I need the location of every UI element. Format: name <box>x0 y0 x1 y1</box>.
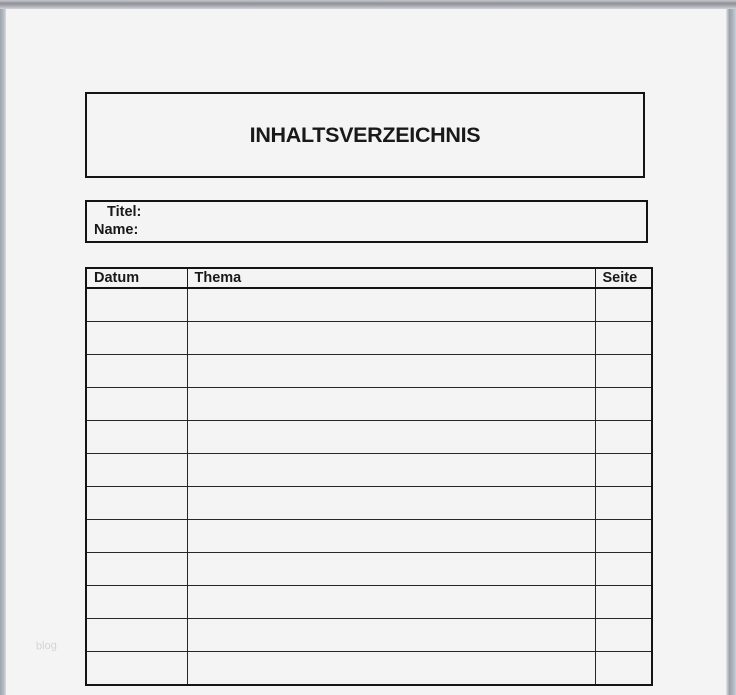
table-cell <box>86 487 187 520</box>
table-cell <box>187 454 595 487</box>
window-right-edge <box>726 9 736 695</box>
table-cell <box>595 355 652 388</box>
table-cell <box>187 619 595 652</box>
table-row <box>86 487 652 520</box>
table-row <box>86 454 652 487</box>
table-row <box>86 355 652 388</box>
table-cell <box>86 454 187 487</box>
table-cell <box>86 355 187 388</box>
table-cell <box>595 619 652 652</box>
table-cell <box>187 652 595 686</box>
column-header-thema: Thema <box>187 268 595 288</box>
table-cell <box>187 487 595 520</box>
table-row <box>86 288 652 322</box>
toc-table <box>85 267 653 686</box>
page-title: INHALTSVERZEICHNIS <box>249 122 481 147</box>
table-cell <box>595 322 652 355</box>
table-cell <box>595 487 652 520</box>
table-cell <box>595 421 652 454</box>
table-cell <box>86 388 187 421</box>
table-cell <box>187 520 595 553</box>
table-row <box>86 619 652 652</box>
table-cell <box>595 454 652 487</box>
table-cell <box>595 553 652 586</box>
table-cell <box>187 553 595 586</box>
table-cell <box>595 288 652 322</box>
table-cell <box>86 553 187 586</box>
document-title-box <box>85 92 645 178</box>
table-cell <box>86 652 187 686</box>
table-cell <box>86 288 187 322</box>
table-cell <box>86 586 187 619</box>
table-cell <box>86 322 187 355</box>
column-header-seite: Seite <box>595 268 652 288</box>
table-cell <box>86 421 187 454</box>
name-line <box>87 222 646 240</box>
table-cell <box>595 652 652 686</box>
table-row <box>86 553 652 586</box>
table-cell <box>187 421 595 454</box>
table-cell <box>595 520 652 553</box>
window-top-edge <box>0 0 736 9</box>
table-cell <box>187 355 595 388</box>
table-row <box>86 322 652 355</box>
window-left-edge <box>0 9 6 695</box>
table-row <box>86 388 652 421</box>
table-cell <box>187 388 595 421</box>
toc-table-body <box>86 288 652 685</box>
titel-line <box>87 204 646 222</box>
name-label: Name: <box>94 221 139 238</box>
table-cell <box>187 586 595 619</box>
table-row <box>86 421 652 454</box>
watermark-text: blog <box>35 639 58 653</box>
table-cell <box>187 322 595 355</box>
table-row <box>86 586 652 619</box>
table-cell <box>595 388 652 421</box>
table-cell <box>86 520 187 553</box>
table-row <box>86 652 652 686</box>
titel-name-box <box>85 200 648 243</box>
table-row <box>86 520 652 553</box>
column-header-datum: Datum <box>86 268 187 288</box>
titel-label: Titel: <box>107 204 142 220</box>
table-cell <box>595 586 652 619</box>
table-cell <box>86 619 187 652</box>
table-cell <box>187 288 595 322</box>
table-header-row <box>86 268 652 288</box>
